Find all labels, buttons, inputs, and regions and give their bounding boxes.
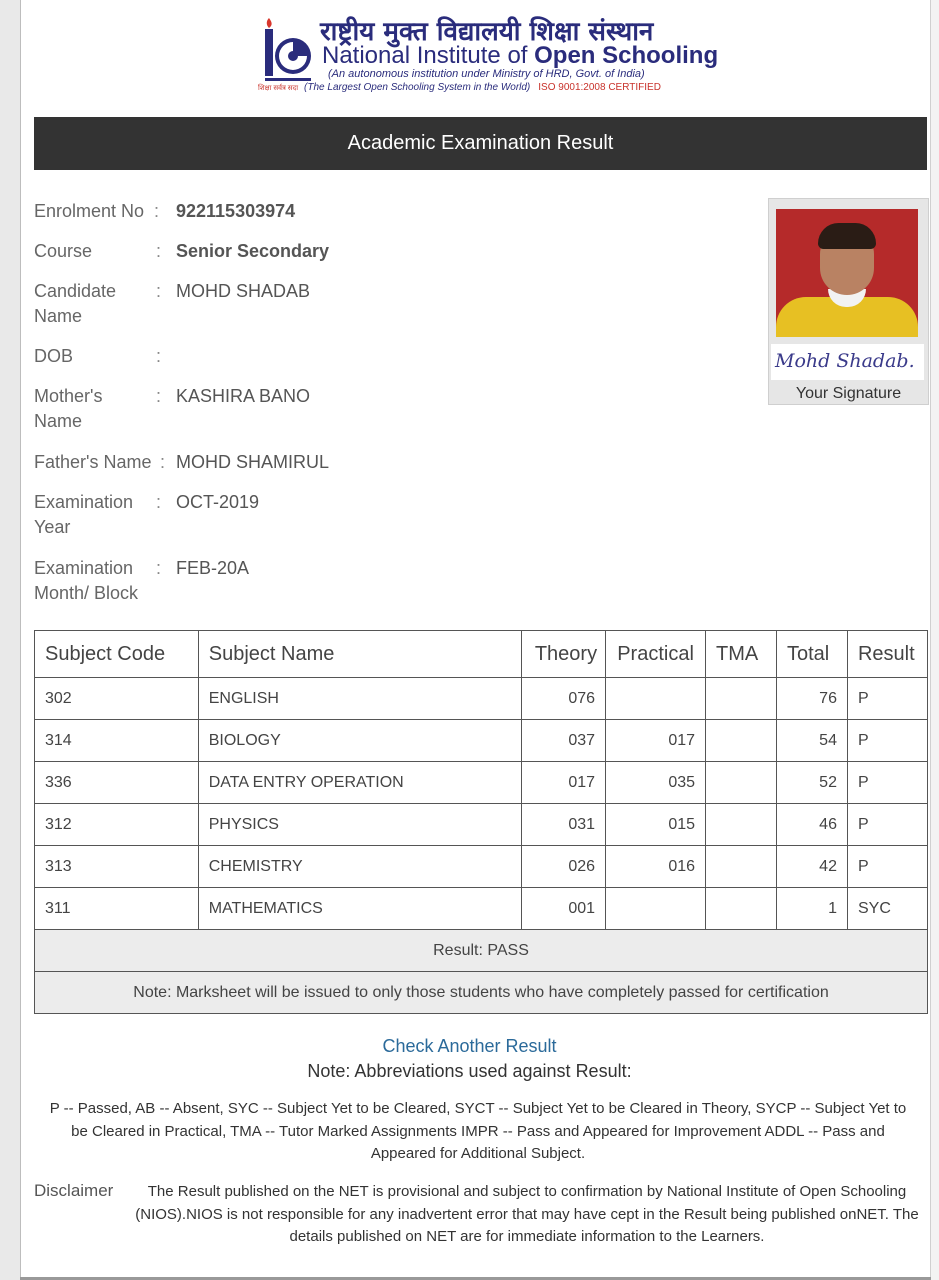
exam-year-value: OCT-2019 (176, 492, 260, 512)
header-practical: Practical (606, 631, 706, 678)
window-right-frame (930, 0, 939, 1280)
nios-logo-icon (260, 16, 315, 91)
results-table (34, 630, 928, 1014)
result-summary-row (35, 930, 928, 972)
header-subject-code: Subject Code (35, 631, 199, 678)
disclaimer-label: Disclaimer (34, 1181, 114, 1200)
hindi-institute-name: राष्ट्रीय मुक्त विद्यालयी शिक्षा संस्थान (320, 17, 654, 47)
window-left-frame (0, 0, 21, 1280)
table-row: 313 CHEMISTRY 026 016 42 P (35, 846, 928, 888)
table-row: 302 ENGLISH 076 76 P (35, 678, 928, 720)
check-another-result-link[interactable]: Check Another Result (382, 1036, 557, 1056)
marksheet-note-row (35, 972, 928, 1014)
header-result: Result (847, 631, 927, 678)
mother-name-value: KASHIRA BANO (176, 386, 311, 406)
marksheet-note: Note: Marksheet will be issued to only those students who have completely passed for certification (35, 972, 928, 1014)
father-name-value: MOHD SHAMIRUL (176, 452, 330, 472)
table-row: 312 PHYSICS 031 015 46 P (35, 804, 928, 846)
candidate-name-value: MOHD SHADAB (176, 281, 311, 301)
table-row: 336 DATA ENTRY OPERATION 017 035 52 P (35, 762, 928, 804)
institute-subtitle: (An autonomous institution under Ministry of HRD, Govt. of India) (328, 68, 645, 80)
header-theory: Theory (522, 631, 606, 678)
result-status: Result: PASS (35, 930, 928, 972)
abbreviations-text: P -- Passed, AB -- Absent, SYC -- Subject Yet to be Cleared, SYCT -- Subject Yet to be Cleared in Theory, SYCP -- Subject Yet to be Cleared in Practical, TMA -- Tutor Marked Assignments IMPR -- Pass and Appeared for Improvement ADDL -- Pass and Appeared for Additional Subject. (49, 1100, 907, 1162)
header-subject-name: Subject Name (198, 631, 521, 678)
candidate-photo (776, 209, 918, 337)
iso-certification: ISO 9001:2008 CERTIFIED (538, 82, 661, 93)
nios-header (258, 10, 718, 95)
exam-block-value: FEB-20A (176, 558, 250, 578)
disclaimer-text: The Result published on the NET is provisional and subject to confirmation by National Institute of Open Schooling (NIOS).NIOS is not responsible for any inadvertent error that may have cept in the Result being published onNET. The details published on NET are for immediate information to the Learners. (135, 1183, 919, 1245)
candidate-signature: Mohd Shadab. (771, 344, 924, 380)
table-header-row (35, 631, 928, 678)
table-row: 314 BIOLOGY 037 017 54 P (35, 720, 928, 762)
institute-tagline: शिक्षा सर्वत्र सदा (The Largest Open Schooling System in the World) ISO 9001:2008 CERTIFIED (258, 82, 661, 93)
page-title: Academic Examination Result (34, 117, 927, 170)
header-tma: TMA (706, 631, 777, 678)
course-value: Senior Secondary (176, 241, 330, 261)
enrolment-value: 922115303974 (176, 201, 296, 221)
table-row: 311 MATHEMATICS 001 1 SYC (35, 888, 928, 930)
institute-name: National Institute of Open Schooling (322, 42, 719, 69)
header-total: Total (777, 631, 848, 678)
candidate-photo-panel (768, 198, 929, 405)
abbreviations-title: Note: Abbreviations used against Result: (307, 1061, 632, 1081)
signature-caption: Your Signature (795, 385, 902, 402)
